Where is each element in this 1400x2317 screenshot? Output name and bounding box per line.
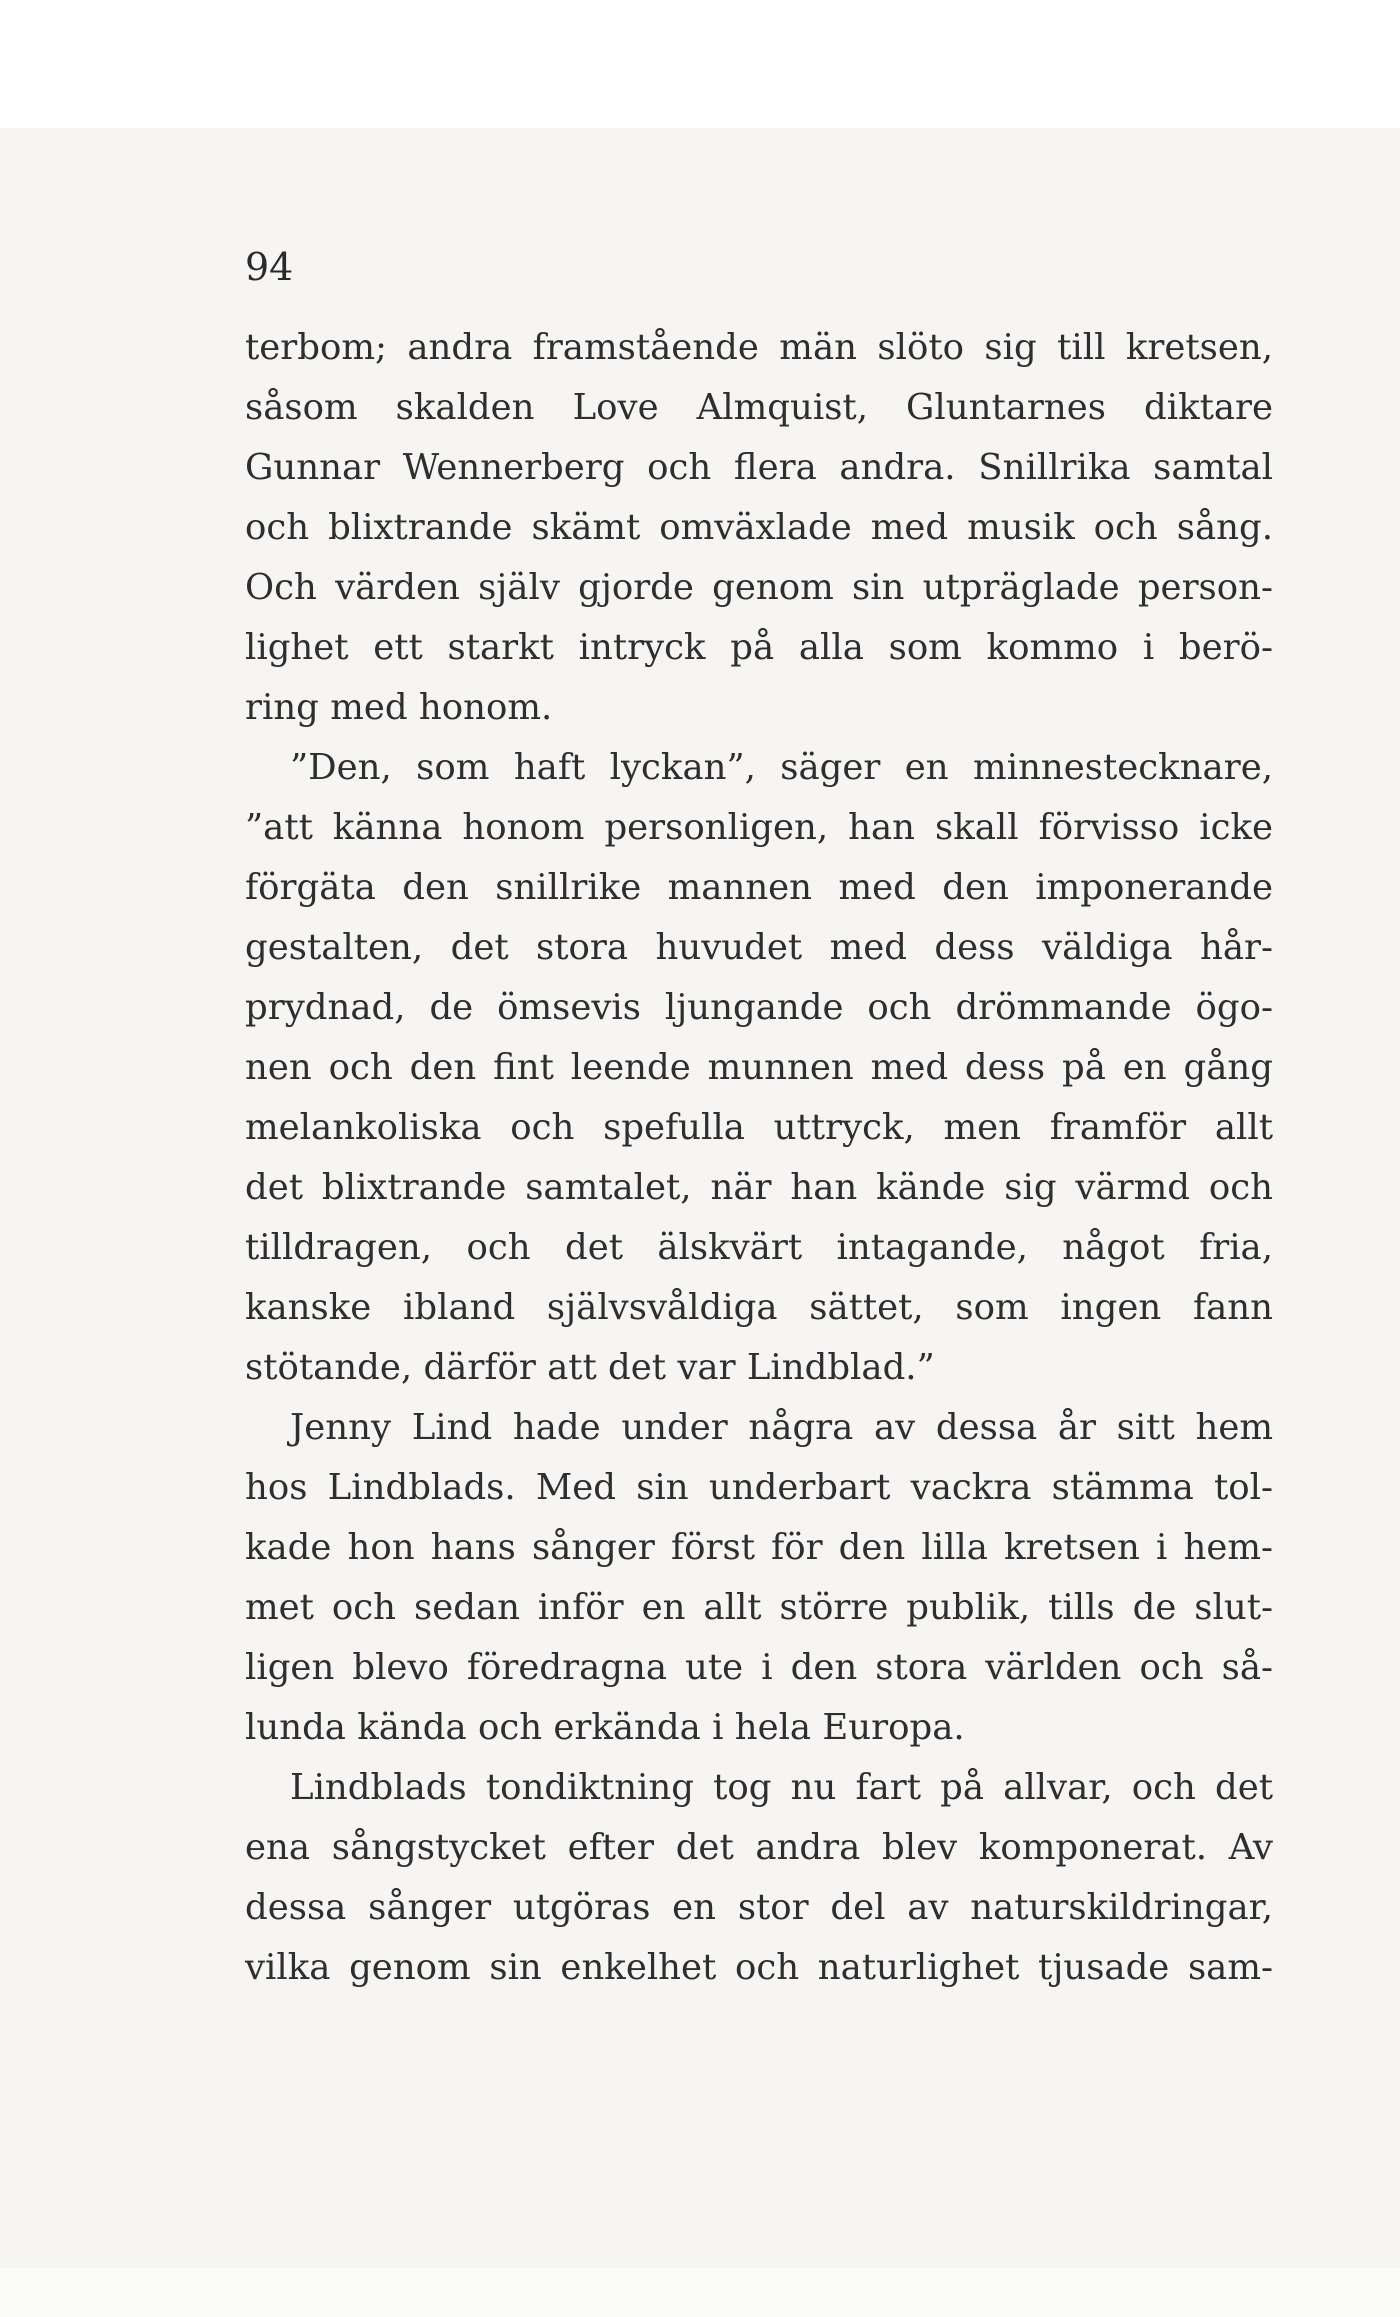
text-line: det blixtrande samtalet, när han kände sig värmd och	[245, 1167, 1273, 1208]
text-line: ”att känna honom personligen, han skall förvisso icke	[245, 807, 1273, 848]
text-line: ena sångstycket efter det andra blev komponerat. Av	[245, 1827, 1273, 1868]
text-line: hos Lindblads. Med sin underbart vackra stämma tol-	[245, 1467, 1273, 1508]
text-line: stötande, därför att det var Lindblad.”	[245, 1347, 935, 1388]
text-line: ligen blevo föredragna ute i den stora världen och så-	[245, 1647, 1273, 1688]
text-line: met och sedan inför en allt större publik, tills de slut-	[245, 1587, 1273, 1628]
text-line: lighet ett starkt intryck på alla som kommo i berö-	[245, 627, 1273, 668]
text-line: melankoliska och spefulla uttryck, men framför allt	[245, 1107, 1273, 1148]
page-margin-top	[0, 0, 1400, 128]
text-line: vilka genom sin enkelhet och naturlighet tjusade sam-	[245, 1947, 1273, 1988]
text-line: nen och den fint leende munnen med dess på en gång	[245, 1047, 1273, 1088]
text-line: lunda kända och erkända i hela Europa.	[245, 1707, 965, 1748]
page-number: 94	[245, 245, 294, 289]
text-line: prydnad, de ömsevis ljungande och drömmande ögo-	[245, 987, 1273, 1028]
text-line: Och värden själv gjorde genom sin utpräglade person-	[245, 567, 1273, 608]
text-line: gestalten, det stora huvudet med dess väldiga hår-	[245, 927, 1273, 968]
body-text	[245, 318, 1273, 1998]
text-line: såsom skalden Love Almquist, Gluntarnes diktare	[245, 387, 1273, 428]
text-line: ”Den, som haft lyckan”, säger en minnestecknare,	[290, 747, 1273, 788]
text-line: dessa sånger utgöras en stor del av naturskildringar,	[245, 1887, 1273, 1928]
text-line: ring med honom.	[245, 687, 553, 728]
text-line: Gunnar Wennerberg och flera andra. Snillrika samtal	[245, 447, 1273, 488]
text-line: terbom; andra framstående män slöto sig till kretsen,	[245, 327, 1273, 368]
text-line: förgäta den snillrike mannen med den imponerande	[245, 867, 1273, 908]
text-line: kanske ibland självsvåldiga sättet, som ingen fann	[245, 1287, 1273, 1328]
text-line: Lindblads tondiktning tog nu fart på allvar, och det	[290, 1767, 1273, 1808]
text-line: Jenny Lind hade under några av dessa år sitt hem	[290, 1407, 1273, 1448]
text-line: och blixtrande skämt omväxlade med musik och sång.	[245, 507, 1273, 548]
text-line: tilldragen, och det älskvärt intagande, något fria,	[245, 1227, 1273, 1268]
text-line: kade hon hans sånger först för den lilla kretsen i hem-	[245, 1527, 1273, 1568]
